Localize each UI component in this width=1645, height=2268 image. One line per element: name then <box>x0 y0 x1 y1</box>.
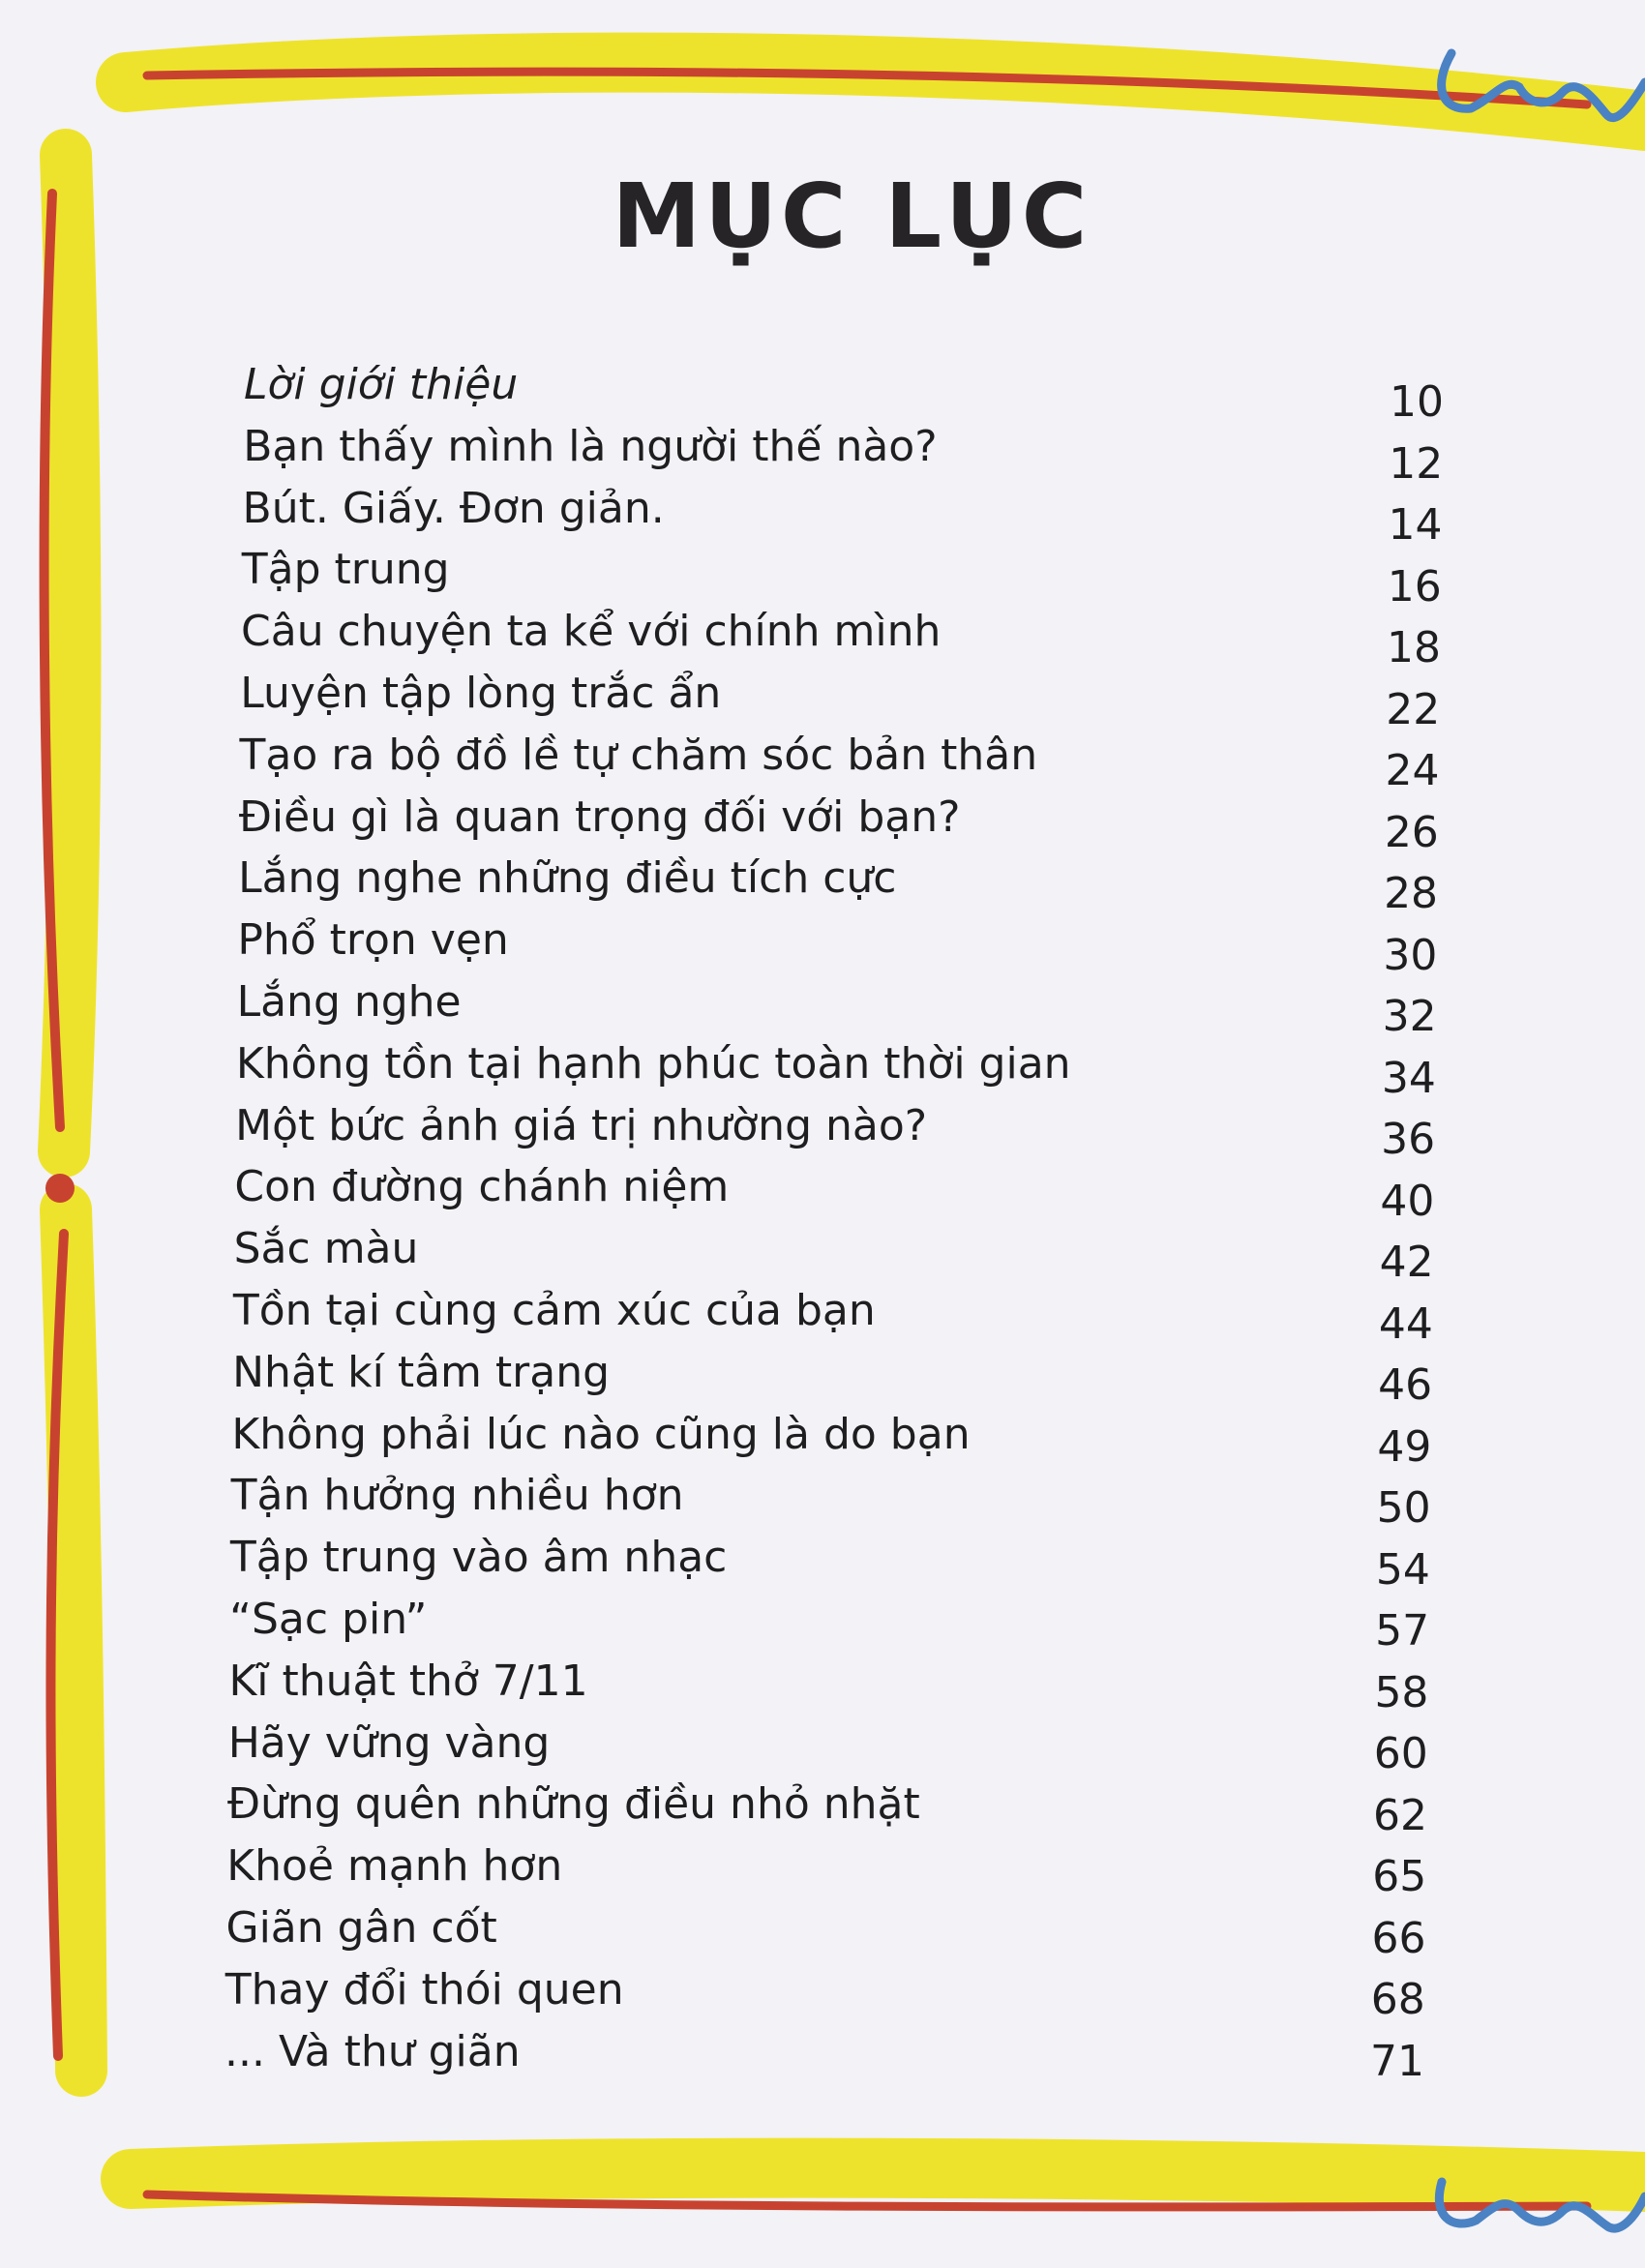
toc-entry-title: Phổ trọn vẹn <box>237 915 509 966</box>
toc-entry-title: Lắng nghe <box>236 977 462 1027</box>
toc-entry-title: Thay đổi thói quen <box>224 1964 624 2014</box>
toc-entry-page: 60 <box>1373 1729 1428 1778</box>
toc-entry-title: Luyện tập lòng trắc ẩn <box>240 669 722 718</box>
toc-entry-page: 12 <box>1389 438 1444 489</box>
toc-entry-page: 30 <box>1383 930 1438 980</box>
toc-entry-title: Con đường chánh niệm <box>234 1162 730 1212</box>
toc-entry-page: 24 <box>1385 746 1440 795</box>
toc-entry-page: 32 <box>1382 992 1437 1041</box>
toc-entry-title: Giãn gân cốt <box>225 1903 497 1953</box>
toc-entry-page: 68 <box>1370 1975 1425 2024</box>
toc-entry-title: Tạo ra bộ đồ lề tự chăm sóc bản thân <box>239 730 1038 780</box>
toc-entry-page: 34 <box>1381 1053 1436 1103</box>
toc-entry-page: 46 <box>1378 1360 1433 1410</box>
toc-entry-title: “Sạc pin” <box>229 1595 428 1644</box>
toc-entry-title: ... Và thư giãn <box>224 2026 521 2076</box>
toc-entry-page: 44 <box>1378 1298 1433 1349</box>
toc-entry-page: 57 <box>1375 1606 1430 1656</box>
toc-entry-title: Lắng nghe những điều tích cực <box>238 853 897 904</box>
toc-entry-page: 40 <box>1380 1176 1435 1226</box>
toc-entry-page: 10 <box>1390 377 1444 427</box>
toc-entry-title: Sắc màu <box>233 1224 419 1274</box>
toc-entry-title: Tập trung <box>241 545 450 595</box>
toc-entry-page: 58 <box>1374 1667 1429 1717</box>
toc-entry-title: Tận hưởng nhiều hơn <box>230 1471 684 1521</box>
toc-entry-page: 49 <box>1377 1421 1432 1472</box>
toc-entry-page: 18 <box>1387 623 1442 672</box>
toc-entry-page: 65 <box>1372 1852 1427 1901</box>
toc-entry-page: 66 <box>1371 1913 1426 1963</box>
toc-entry-page: 28 <box>1384 869 1439 918</box>
toc-entry-page: 42 <box>1379 1238 1434 1287</box>
toc-entry-page: 62 <box>1372 1790 1427 1840</box>
toc-entry-title: Đừng quên những điều nhỏ nhặt <box>226 1779 920 1830</box>
toc-entry-page: 26 <box>1384 807 1439 857</box>
toc-entry-title: Hãy vững vàng <box>227 1717 551 1768</box>
toc-entry-title: Bút. Giấy. Đơn giản. <box>242 483 665 533</box>
toc-entry-page: 50 <box>1376 1483 1431 1533</box>
toc-entry-title: Kĩ thuật thở 7/11 <box>228 1656 588 1706</box>
toc-entry-title: Không tồn tại hạnh phúc toàn thời gian <box>235 1038 1071 1089</box>
toc-entry-title: Tồn tại cùng cảm xúc của bạn <box>232 1286 876 1335</box>
toc-entry-title: Khoẻ mạnh hơn <box>226 1841 563 1892</box>
toc-entry-title: Tập trung vào âm nhạc <box>229 1533 728 1583</box>
page-title: MỤC LỤC <box>612 164 1092 268</box>
toc-entry-title: Lời giới thiệu <box>244 360 519 409</box>
toc-entry-page: 54 <box>1375 1544 1430 1595</box>
toc-entry-title: Một bức ảnh giá trị nhường nào? <box>235 1100 928 1150</box>
toc-entry-title: Không phải lúc nào cũng là do bạn <box>231 1409 971 1459</box>
toc-entry-page: 36 <box>1381 1115 1436 1164</box>
toc-entry-page: 22 <box>1386 684 1441 734</box>
toc-entry-page: 71 <box>1370 2036 1424 2086</box>
toc-entry-title: Điều gì là quan trọng đối với bạn? <box>238 791 961 842</box>
toc-entry-page: 16 <box>1387 561 1442 612</box>
toc-entry-title: Câu chuyện ta kể với chính mình <box>241 607 942 657</box>
toc-entry-page: 14 <box>1388 500 1443 550</box>
toc-entry-title: Nhật kí tâm trạng <box>232 1347 611 1397</box>
toc-entry-title: Bạn thấy mình là người thế nào? <box>243 421 938 471</box>
